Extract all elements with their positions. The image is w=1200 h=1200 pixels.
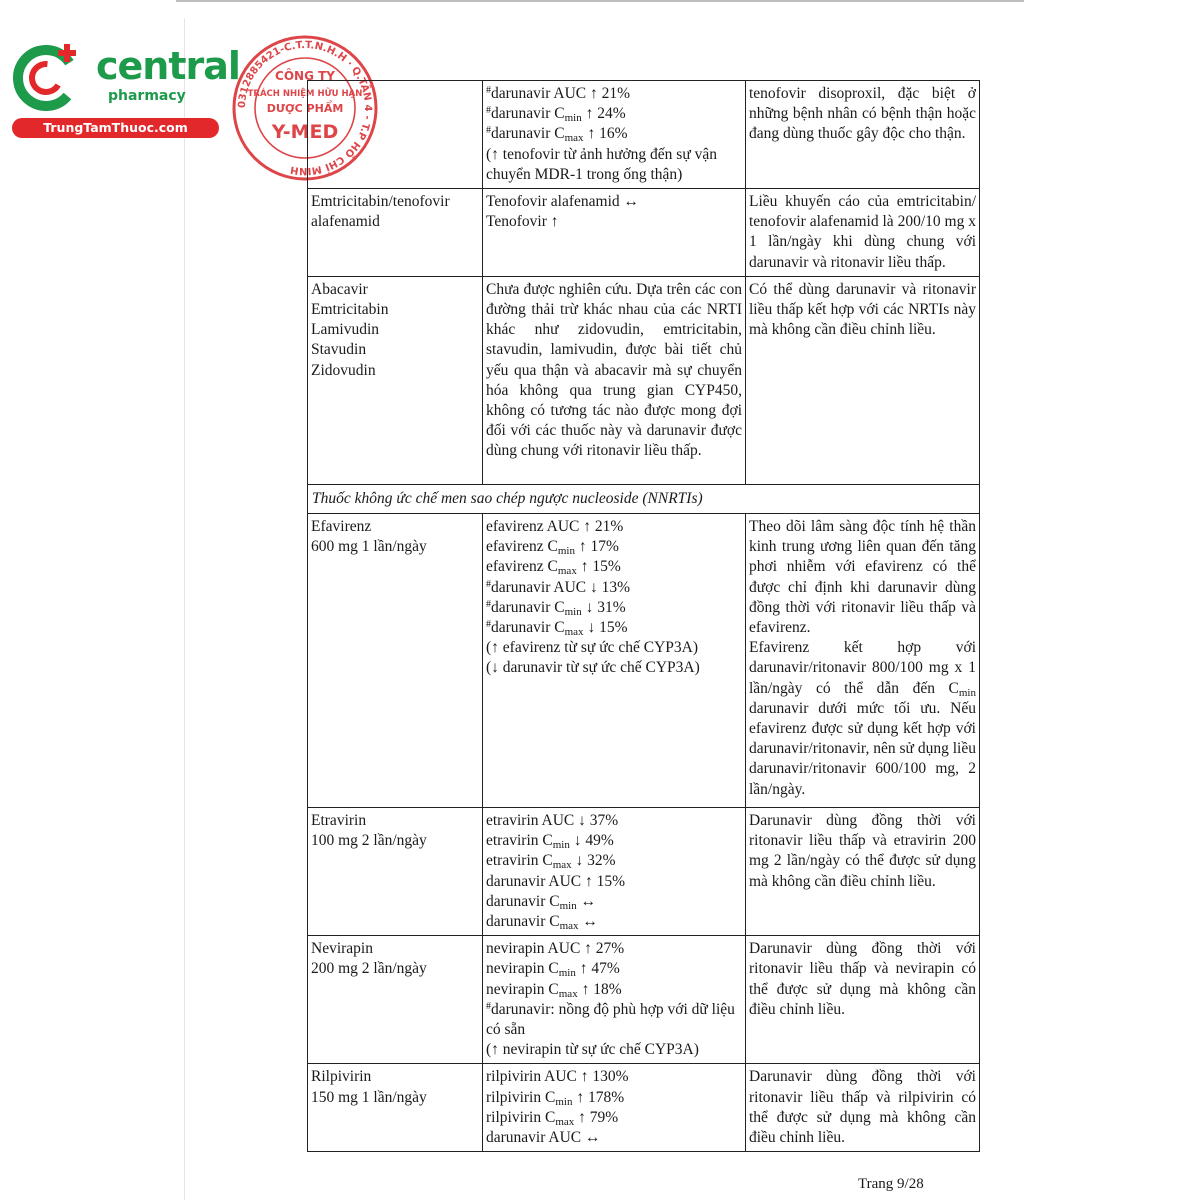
effect-line: etravirin $C_{min}$ ↓ 49% bbox=[486, 832, 614, 852]
effect-cell bbox=[483, 936, 746, 1064]
table-row bbox=[308, 276, 980, 484]
page-number: Trang 9/28 bbox=[858, 1176, 924, 1192]
effect-line: rilpivirin $C_{min}$ ↑ 178% bbox=[486, 1088, 625, 1108]
effect-line: #darunavir $C_{max}$ ↓ 15% bbox=[486, 619, 628, 639]
top-rule bbox=[176, 0, 1024, 2]
effect-line: (↑ efavirenz từ sự ức chế CYP3A) bbox=[486, 639, 698, 657]
effect-line: #darunavir AUC ↓ 13% bbox=[486, 578, 631, 596]
effect-line: #darunavir $C_{min}$ ↑ 24% bbox=[486, 105, 626, 125]
drug-interaction-table bbox=[307, 80, 980, 1152]
effect-line: (↓ darunavir từ sự ức chế CYP3A) bbox=[486, 659, 700, 677]
stamp-line-3: DƯỢC PHẨM bbox=[266, 102, 344, 115]
effect-line: etravirin AUC ↓ 37% bbox=[486, 812, 619, 830]
effect-line: efavirenz AUC ↑ 21% bbox=[486, 518, 624, 536]
effect-cell bbox=[483, 808, 746, 936]
recommendation-cell: Có thể dùng darunavir và ritonavir liều thấp kết hợp với các NRTIs này mà không cần điều chỉnh liều. bbox=[746, 276, 980, 484]
effect-line: darunavir $C_{max}$ ↔ bbox=[486, 913, 598, 933]
effect-line: #darunavir: nồng độ phù hợp với dữ liệu có sẵn bbox=[486, 1000, 735, 1039]
recommendation-cell: Darunavir dùng đồng thời với ritonavir liều thấp và nevirapin có thể được sử dụng mà không cần điều chỉnh liều. bbox=[746, 936, 980, 1064]
effect-cell bbox=[483, 81, 746, 189]
effect-line: nevirapin $C_{min}$ ↑ 47% bbox=[486, 960, 620, 980]
drug-cell: Efavirenz 600 mg 1 lần/ngày bbox=[308, 514, 483, 808]
recommendation-cell: tenofovir disoproxil, đặc biệt ở những bệnh nhân có bệnh thận hoặc đang dùng thuốc gây độc cho thận. bbox=[746, 81, 980, 189]
table-row bbox=[308, 936, 980, 1064]
effect-line: efavirenz $C_{max}$ ↑ 15% bbox=[486, 558, 621, 578]
logo-brand: central bbox=[96, 44, 240, 88]
table-row bbox=[308, 514, 980, 808]
section-title: Thuốc không ức chế men sao chép ngược nucleoside (NNRTIs) bbox=[308, 484, 980, 513]
page-edge bbox=[184, 18, 185, 1200]
effect-cell: Chưa được nghiên cứu. Dựa trên các con đường thải trừ khác nhau của các NRTI khác như zidovudin, emtricitabin, stavudin, lamivudin, được bài tiết chủ yếu qua thận và abacavir mà sự chuyển hóa không qua trung gian CYP450, không có tương tác nào được mong đợi đối với các thuốc này và darunavir được dùng chung với ritonavir liều thấp. bbox=[483, 276, 746, 484]
stamp-line-1: CÔNG TY bbox=[275, 69, 335, 83]
recommendation-cell: Theo dõi lâm sàng độc tính hệ thần kinh trung ương liên quan đến tăng phơi nhiễm với efavirenz có thể được chỉ định khi darunavir dùng đồng thời với ritonavir liều thấp và efavirenz. Efavirenz kết hợp với darunavir/ritonavir 800/100 mg x 1 lần/ngày có thể dẫn đến $C_{min}$ darunavir dưới mức tối ưu. Nếu efavirenz được sử dụng kết hợp với darunavir/ritonavir, nên sử dụng liều darunavir/ritonavir 600/100 mg, 2 lần/ngày. bbox=[746, 514, 980, 808]
drug-cell: Nevirapin 200 mg 2 lần/ngày bbox=[308, 936, 483, 1064]
central-pharmacy-logo[interactable] bbox=[10, 38, 240, 138]
logo-subtitle: pharmacy bbox=[108, 88, 186, 104]
drug-cell: Etravirin 100 mg 2 lần/ngày bbox=[308, 808, 483, 936]
effect-line: #darunavir $C_{max}$ ↑ 16% bbox=[486, 125, 628, 145]
effect-line: #darunavir AUC ↑ 21% bbox=[486, 85, 631, 102]
drug-cell bbox=[308, 81, 483, 189]
effect-line: darunavir AUC ↔ bbox=[486, 1129, 601, 1147]
recommendation-cell: Darunavir dùng đồng thời với ritonavir liều thấp và etravirin 200 mg 2 lần/ngày có thể được sử dụng mà không cần điều chỉnh liều. bbox=[746, 808, 980, 936]
effect-cell: Tenofovir alafenamid ↔ Tenofovir ↑ bbox=[483, 189, 746, 277]
drug-cell: Rilpivirin 150 mg 1 lần/ngày bbox=[308, 1064, 483, 1152]
recommendation-cell: Darunavir dùng đồng thời với ritonavir liều thấp và rilpivirin có thể được sử dụng mà không cần điều chỉnh liều. bbox=[746, 1064, 980, 1152]
logo-website[interactable]: TrungTamThuoc.com bbox=[12, 118, 219, 138]
effect-line: etravirin $C_{max}$ ↓ 32% bbox=[486, 852, 616, 872]
stamp-ring-text: 0312885421-C.T.T.N.H.H · Q.TÂN 4 - T.P HỒ CHÍ MINH bbox=[236, 39, 374, 177]
effect-line: rilpivirin AUC ↑ 130% bbox=[486, 1068, 629, 1086]
effect-line: (↑ tenofovir từ ảnh hưởng đến sự vận chuyển MDR-1 trong ống thận) bbox=[486, 145, 717, 183]
effect-cell bbox=[483, 1064, 746, 1152]
drug-cell: Abacavir Emtricitabin Lamivudin Stavudin Zidovudin bbox=[308, 276, 483, 484]
section-header-row bbox=[308, 484, 980, 513]
stamp-line-2: TRÁCH NHIỆM HỮU HẠN bbox=[247, 89, 363, 99]
effect-line: #darunavir $C_{min}$ ↓ 31% bbox=[486, 598, 626, 618]
drug-cell: Emtricitabin/tenofovir alafenamid bbox=[308, 189, 483, 277]
table-row bbox=[308, 1064, 980, 1152]
effect-cell bbox=[483, 514, 746, 808]
effect-line: rilpivirin $C_{max}$ ↑ 79% bbox=[486, 1108, 619, 1128]
effect-line: (↑ nevirapin từ sự ức chế CYP3A) bbox=[486, 1041, 699, 1059]
effect-line: darunavir $C_{min}$ ↔ bbox=[486, 892, 597, 912]
recommendation-cell: Liều khuyến cáo của emtricitabin/ tenofovir alafenamid là 200/10 mg x 1 lần/ngày khi dùng chung với darunavir và ritonavir liều thấp. bbox=[746, 189, 980, 277]
stamp-line-4: Y-MED bbox=[271, 121, 339, 143]
table-row bbox=[308, 81, 980, 189]
effect-line: nevirapin AUC ↑ 27% bbox=[486, 940, 625, 958]
central-logo-icon bbox=[10, 38, 90, 118]
effect-line: darunavir AUC ↑ 15% bbox=[486, 872, 626, 890]
table-row bbox=[308, 189, 980, 277]
effect-line: nevirapin $C_{max}$ ↑ 18% bbox=[486, 980, 622, 1000]
table-row bbox=[308, 808, 980, 936]
effect-line: efavirenz $C_{min}$ ↑ 17% bbox=[486, 538, 619, 558]
